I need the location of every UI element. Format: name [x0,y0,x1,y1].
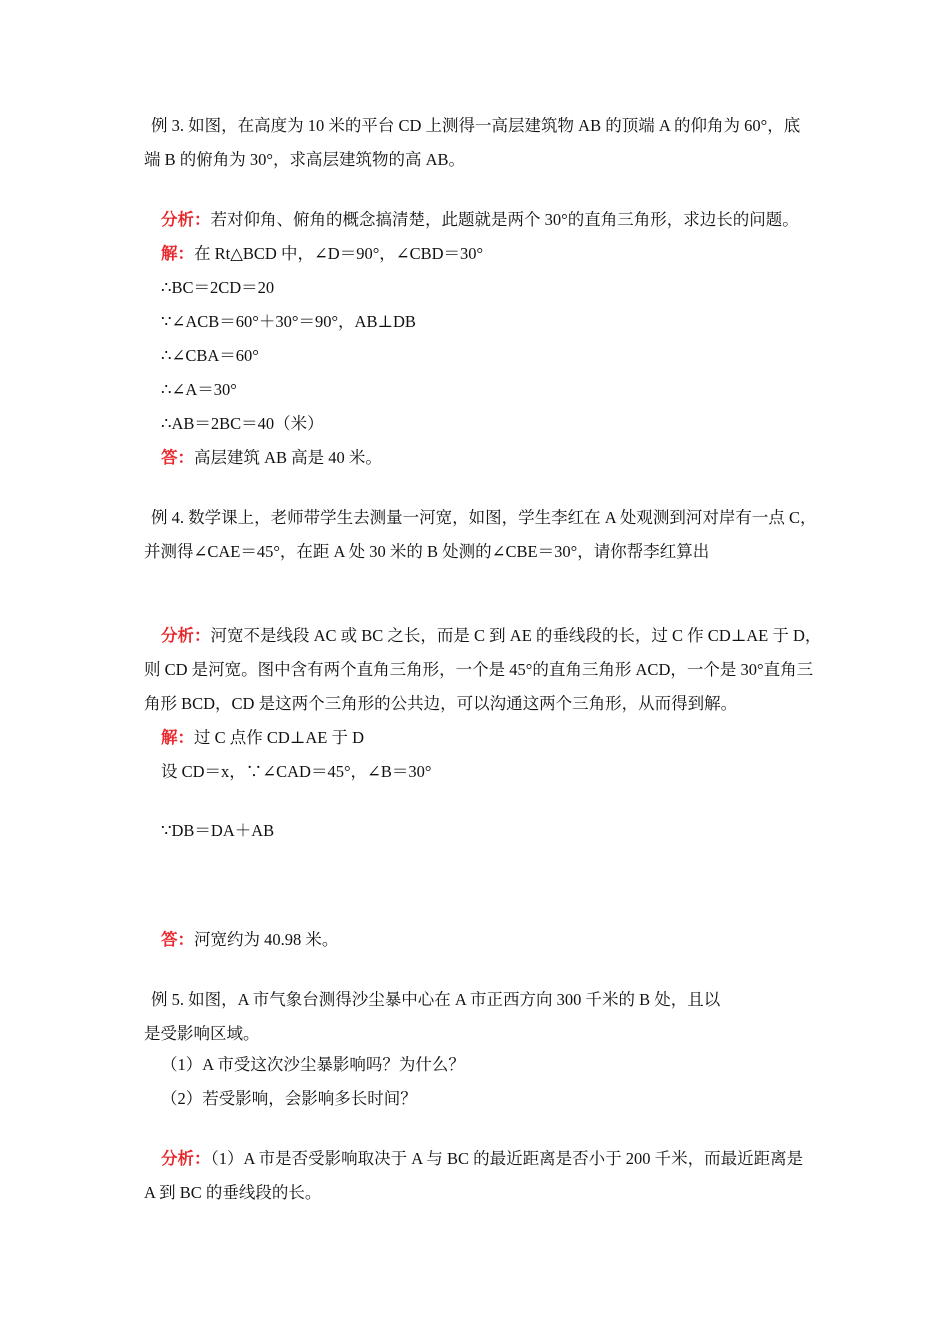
ex3-solution-step-2: ∴BC＝2CD＝20 [161,278,275,297]
ex4-solution [161,727,364,749]
ex3-solution-step-3: ∵∠ACB＝60°＋30°＝90°，AB⊥DB [161,312,416,331]
ex3-answer [161,447,382,469]
solution-label: 解： [161,244,194,263]
ex4-solution-step-3: ∵DB＝DA＋AB [161,821,275,840]
ex3-question-line-2: 端 B 的俯角为 30°，求高层建筑物的高 AB。 [144,150,466,169]
answer-label: 答： [161,930,194,949]
ex3-solution-step-1: 在 Rt△BCD 中，∠D＝90°，∠CBD＝30° [194,244,484,263]
ex3-analysis-text: 若对仰角、俯角的概念搞清楚，此题就是两个 30°的直角三角形，求边长的问题。 [210,210,799,229]
ex4-question-line-1: 例 4. 数学课上，老师带学生去测量一河宽，如图，学生李红在 A 处观测到河对岸有一点 C， [151,508,817,527]
ex4-answer [161,929,338,951]
ex4-analysis-line-2: 则 CD 是河宽。图中含有两个直角三角形，一个是 45°的直角三角形 ACD，一个是 30°直角三 [144,660,814,679]
ex5-question-line-2: 是受影响区域。 [144,1024,260,1043]
ex4-solution-step-2: 设 CD＝x，∵∠CAD＝45°，∠B＝30° [161,762,432,781]
ex5-analysis-line-1: （1）A 市是否受影响取决于 A 与 BC 的最近距离是否小于 200 千米，而最近距离是 [210,1149,804,1168]
ex4-analysis-line-1: 河宽不是线段 AC 或 BC 之长，而是 C 到 AE 的垂线段的长，过 C 作 CD⊥AE 于 D， [210,626,822,645]
analysis-label: 分析： [161,210,211,229]
ex5-sub-question-1: （1）A 市受这次沙尘暴影响吗？为什么？ [161,1055,465,1074]
ex3-solution-step-5: ∴∠A＝30° [161,380,237,399]
analysis-label: 分析： [161,626,211,645]
ex3-analysis [161,209,799,231]
ex4-analysis [161,625,821,647]
ex3-question-line-1: 例 3. 如图，在高度为 10 米的平台 CD 上测得一高层建筑物 AB 的顶端 A 的仰角为 60°，底 [151,116,801,135]
ex4-question-line-2: 并测得∠CAE＝45°，在距 A 处 30 米的 B 处测的∠CBE＝30°，请你帮李红算出 [144,542,710,561]
ex5-analysis-line-2: A 到 BC 的垂线段的长。 [144,1183,322,1202]
ex3-solution [161,243,483,265]
ex5-sub-question-2: （2）若受影响，会影响多长时间？ [161,1089,417,1108]
ex4-solution-step-1: 过 C 点作 CD⊥AE 于 D [194,728,364,747]
ex5-analysis [161,1148,803,1170]
answer-label: 答： [161,448,194,467]
ex3-solution-step-6: ∴AB＝2BC＝40（米） [161,414,324,433]
ex3-answer-text: 高层建筑 AB 高是 40 米。 [194,448,382,467]
ex4-analysis-line-3: 角形 BCD，CD 是这两个三角形的公共边，可以沟通这两个三角形，从而得到解。 [144,694,738,713]
ex5-question-line-1: 例 5. 如图，A 市气象台测得沙尘暴中心在 A 市正西方向 300 千米的 B 处，且以 [151,990,721,1009]
solution-label: 解： [161,728,194,747]
ex3-solution-step-4: ∴∠CBA＝60° [161,346,259,365]
analysis-label: 分析： [161,1149,211,1168]
ex4-answer-text: 河宽约为 40.98 米。 [194,930,339,949]
